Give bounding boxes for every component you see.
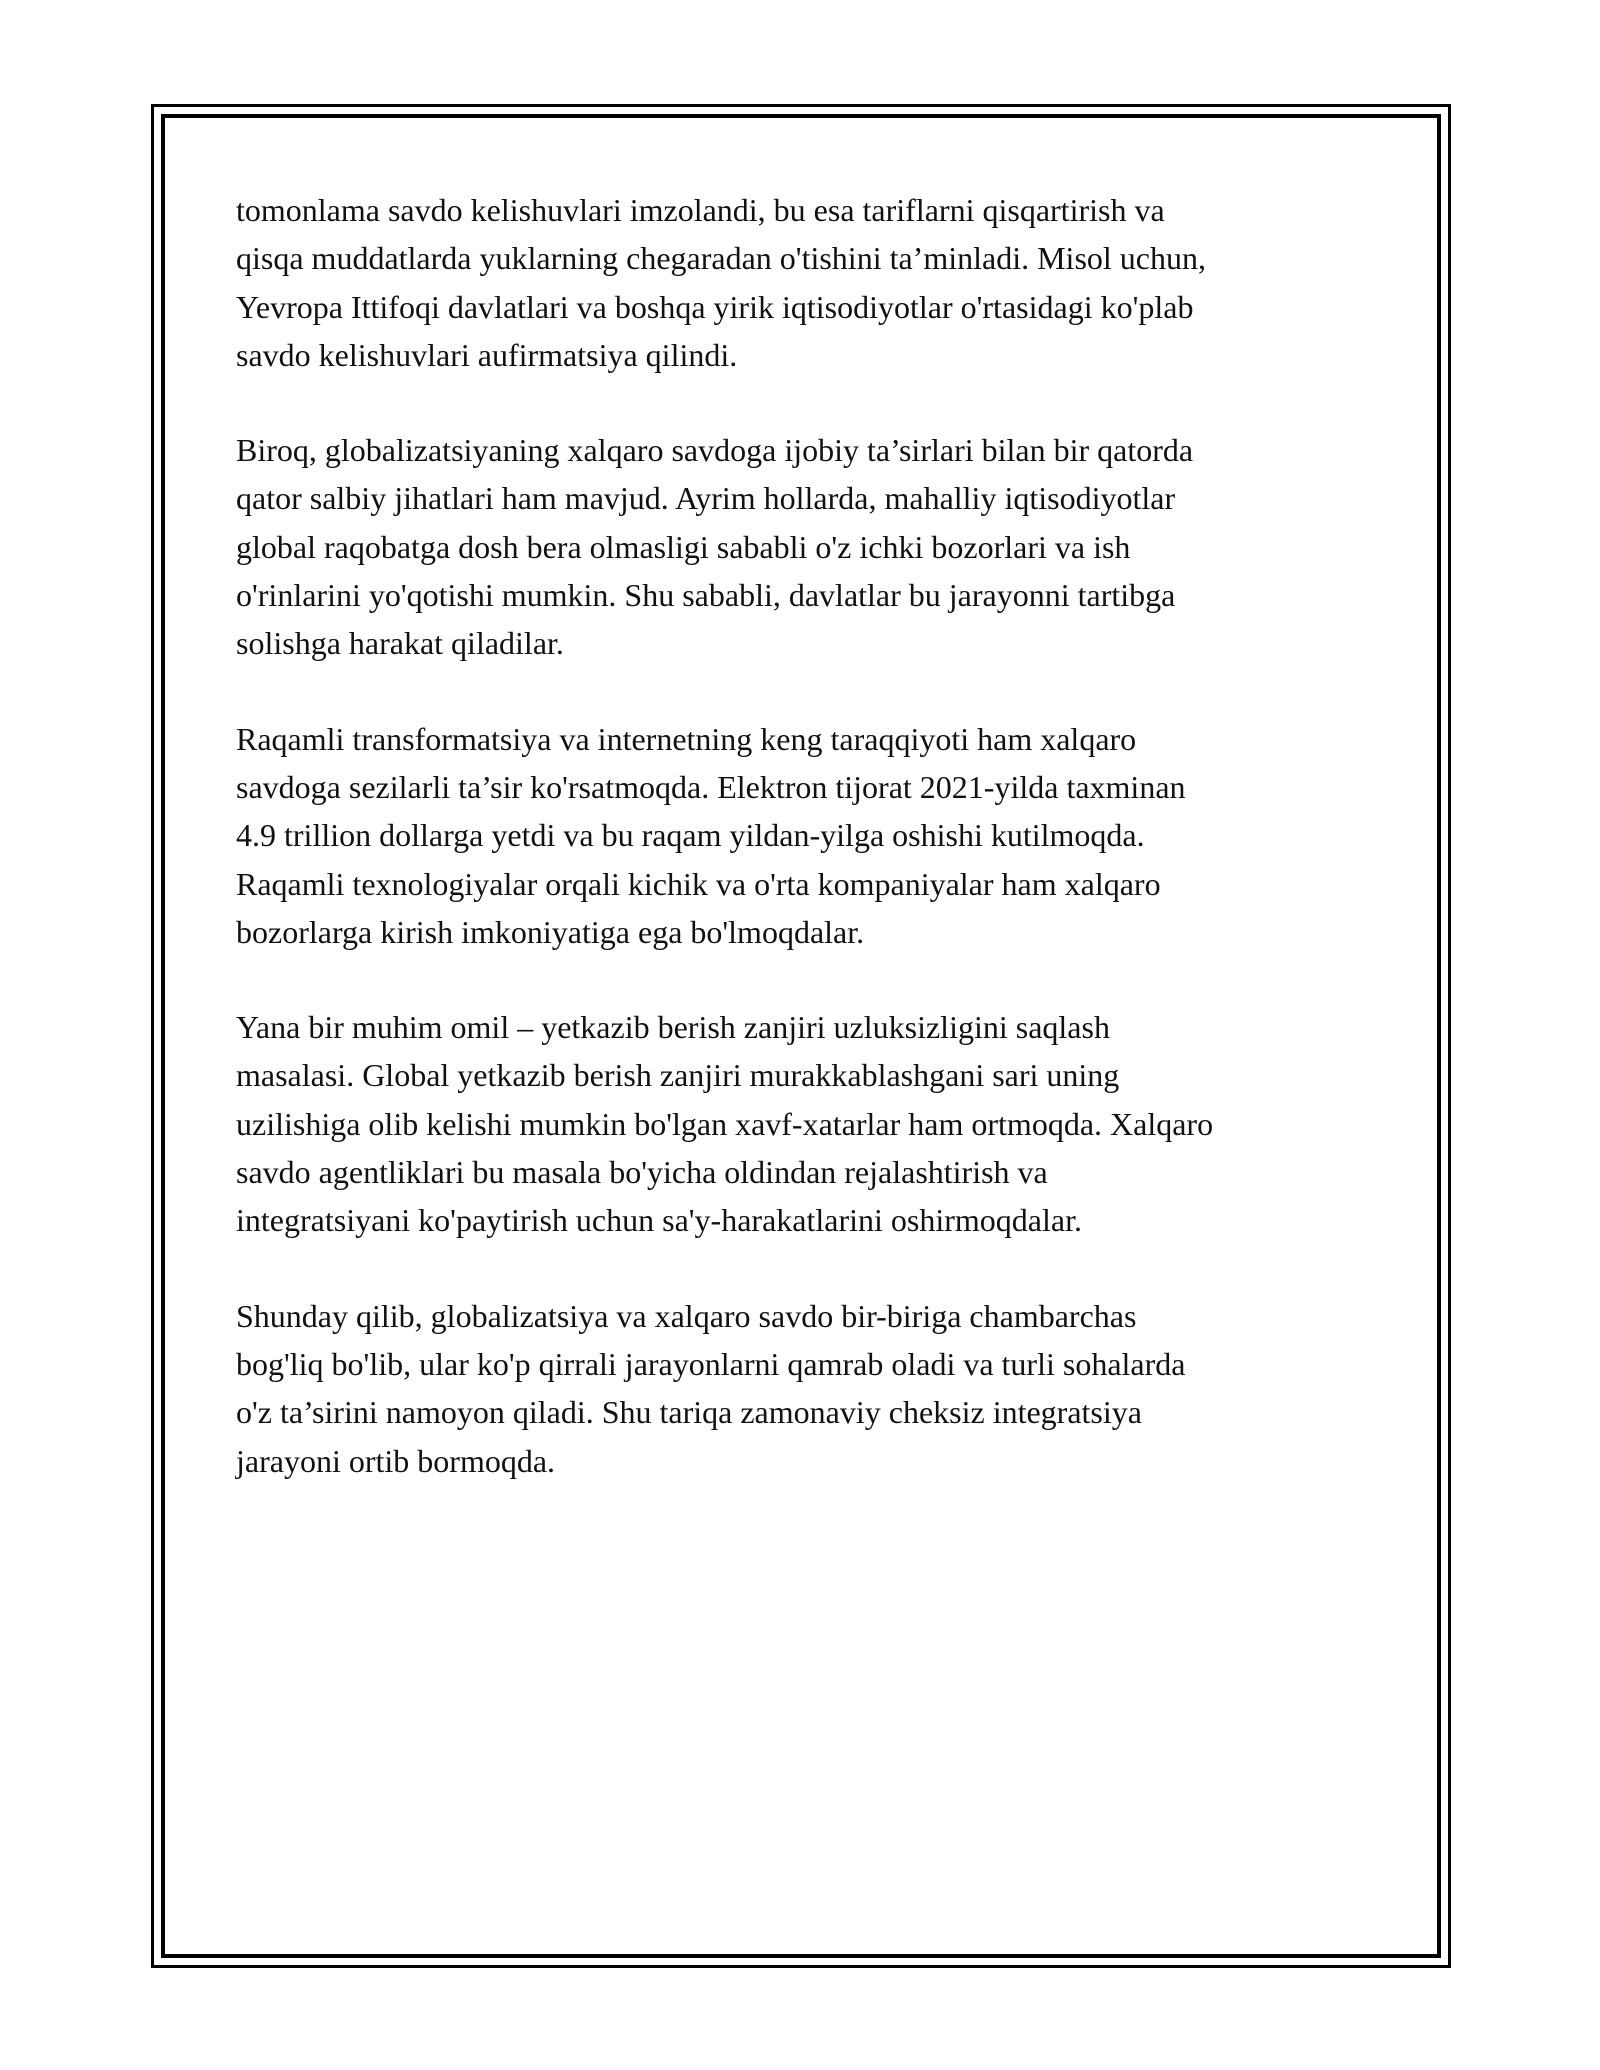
paragraph-trade-agreements: tomonlama savdo kelishuvlari imzolandi, bu esa tariflarni qisqartirish va qisqa muddatlarda yuklarning chegaradan o'tishini ta’minladi. Misol uchun, Yevropa Ittifoqi davlatlari va boshqa yirik iqtisodiyotlar o'rtasidagi ko'plab savdo kelishuvlari aufirmatsiya qilindi. — [236, 192, 1206, 373]
paragraph-conclusion: Shunday qilib, globalizatsiya va xalqaro savdo bir-biriga chambarchas bog'liq bo'lib, ular ko'p qirrali jarayonlarni qamrab oladi va turli sohalarda o'z ta’sirini namoyon qiladi. Shu tariqa zamonaviy cheksiz integratsiya jarayoni ortib bormoqda. — [236, 1297, 1186, 1479]
paragraph-supply-chain: Yana bir muhim omil – yetkazib berish zanjiri uzluksizligini saqlash masalasi. Global yetkazib berish zanjiri murakkablashgani sari uning uzilishiga olib kelishi mumkin bo'lgan xavf-xatarlar ham ortmoqda. Xalqaro savdo agentliklari bu masala bo'yicha oldindan rejalashtirish va integratsiyani ko'paytirish uchun sa'y-harakatlarini oshirmoqdalar. — [236, 1009, 1214, 1239]
paragraph-digital-transformation: Raqamli transformatsiya va internetning keng taraqqiyoti ham xalqaro savdoga sezilarli ta’sir ko'rsatmoqda. Elektron tijorat 2021-yilda taxminan 4.9 trillion dollarga yetdi va bu raqam yildan-yilga oshishi kutilmoqda. Raqamli texnologiyalar orqali kichik va o'rta kompaniyalar ham xalqaro bozorlarga kirish imkoniyatiga ega bo'lmoqdalar. — [236, 720, 1186, 950]
document-body — [236, 186, 1372, 1532]
paragraph-negative-aspects: Biroq, globalizatsiyaning xalqaro savdoga ijobiy ta’sirlari bilan bir qatorda qator salbiy jihatlari ham mavjud. Ayrim hollarda, mahalliy iqtisodiyotlar global raqobatga dosh bera olmasligi sababli o'z ichki bozorlari va ish o'rinlarini yo'qotishi mumkin. Shu sababli, davlatlar bu jarayonni tartibga solishga harakat qiladilar. — [236, 432, 1194, 662]
